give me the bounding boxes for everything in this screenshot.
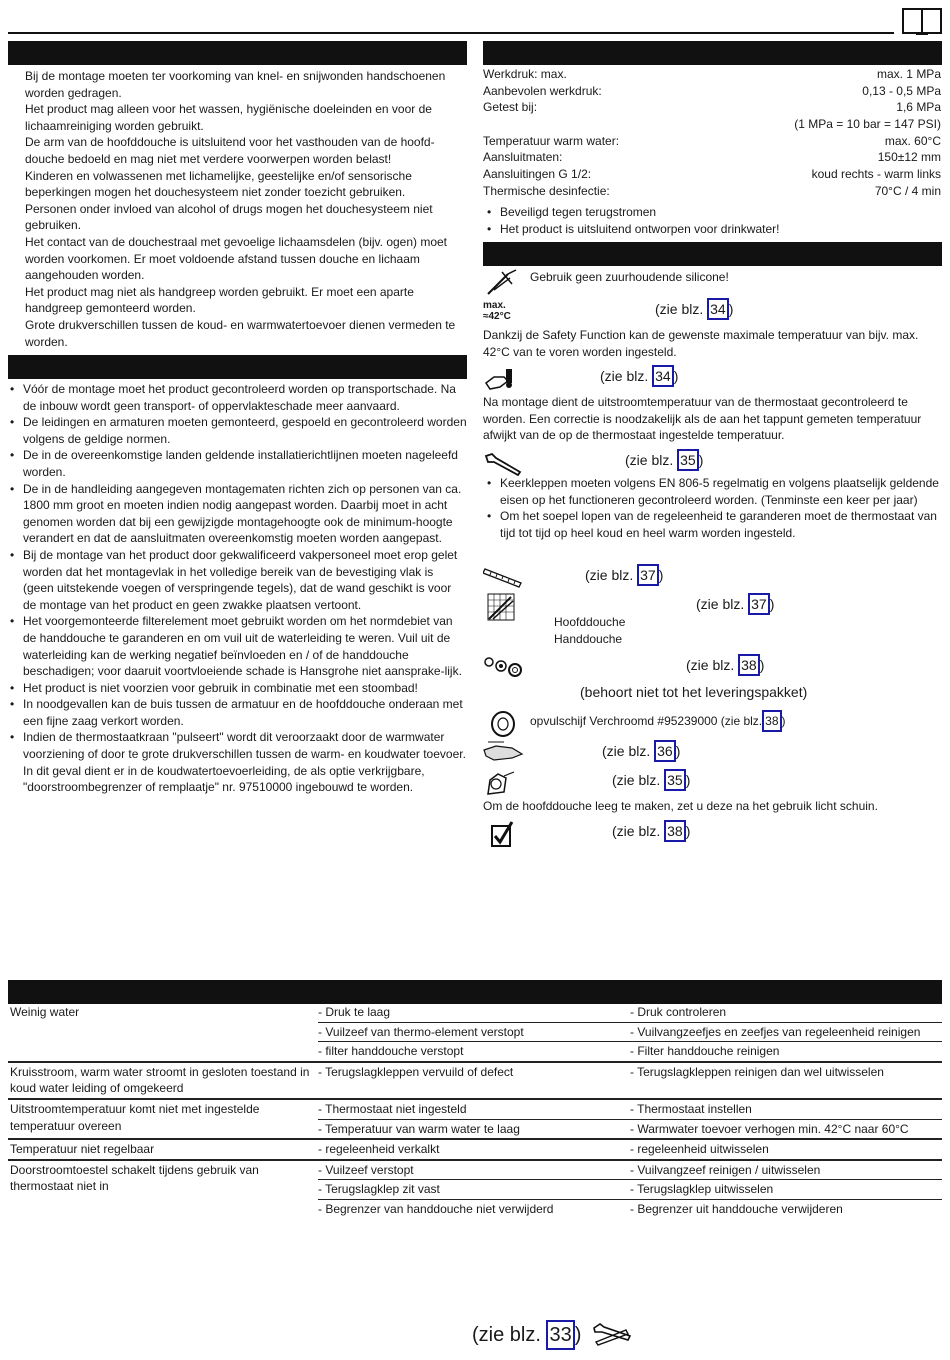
spec-value: 70°C / 4 min xyxy=(874,184,941,198)
cause-cell: - Vuilzeef verstopt xyxy=(318,1160,630,1180)
service-list xyxy=(485,475,942,541)
spec-bullets xyxy=(485,204,942,237)
list-item: • De in de overeenkomstige landen geldende installatierichtlijnen moeten nageleefd worden. xyxy=(8,447,467,480)
safety-paragraph: Bij de montage moeten ter voorkoming van knel- en snijwonden handschoenen worden gedragen. xyxy=(25,69,446,100)
spec-row xyxy=(483,66,941,83)
spec-key: Aansluitmaten: xyxy=(483,150,563,164)
close-paren: ) xyxy=(728,301,734,317)
spec-value: koud rechts - warm links xyxy=(811,167,941,181)
problem-cell: Kruisstroom, warm water stroomt in gesloten toestand in koud water leiding of omgekeerd xyxy=(8,1062,318,1099)
cleaning-hand-icon xyxy=(482,740,524,766)
see-page-ref xyxy=(602,740,680,762)
spec-row xyxy=(483,99,941,116)
spare-parts-icon xyxy=(483,654,523,680)
list-item: • In noodgevallen kan de buis tussen de armatuur en de hoofddouche onderaan met een fijne zaag verkort worden. xyxy=(8,696,467,729)
page-link[interactable]: 37 xyxy=(637,564,659,586)
spec-key: Werkdruk: max. xyxy=(483,67,567,81)
checkmark-box-icon xyxy=(490,820,514,848)
close-paren: ) xyxy=(685,823,691,839)
safety-text xyxy=(25,68,465,350)
close-paren: ) xyxy=(574,1324,582,1346)
zie-blz-text: (zie blz. xyxy=(612,823,661,839)
spec-key: Aansluitingen G 1/2: xyxy=(483,167,592,181)
page-link[interactable]: 38 xyxy=(664,820,686,842)
empty-shower-text: Om de hoofddouche leeg te maken, zet u deze na het gebruik licht schuin. xyxy=(483,799,878,813)
safety-paragraph: De arm van de hoofddouche is uitsluitend voor het vasthouden van de hoofd-douche bedoeld en mag niet met verdere voorwerpen worden belast! xyxy=(25,135,435,166)
zie-blz-text: (zie blz. xyxy=(602,743,651,759)
page-link[interactable]: 37 xyxy=(748,593,770,615)
spec-value: max. 1 MPa xyxy=(876,67,941,81)
spec-value: 150±12 mm xyxy=(877,150,941,164)
zie-blz-text: (zie blz. xyxy=(472,1324,541,1346)
remedy-cell: - Terugslagkleppen reinigen dan wel uitwisselen xyxy=(630,1062,942,1099)
page-link[interactable]: 38 xyxy=(762,710,781,732)
max-label: max. xyxy=(483,300,506,311)
max-temp-icon xyxy=(483,300,511,322)
see-page-ref xyxy=(686,654,764,676)
section-bar-install xyxy=(8,355,467,379)
top-rule xyxy=(8,32,894,34)
ring-icon xyxy=(490,710,516,738)
remedy-cell: - Filter handdouche reinigen xyxy=(630,1044,780,1059)
footer-page-ref xyxy=(472,1320,581,1350)
list-item: • Om het soepel lopen van de regeleenheid te garanderen moet de thermostaat van tijd tot tijd op heel koud en heel warm worden ingesteld. xyxy=(485,508,942,541)
cause-cell: - Vuilzeef van thermo-element verstopt xyxy=(318,1022,630,1042)
list-item: • Het product is uitsluitend ontworpen voor drinkwater! xyxy=(485,221,942,238)
section-bar-specs xyxy=(483,41,942,65)
spec-value: 1,6 MPa xyxy=(896,100,941,114)
safety-paragraph: Personen onder invloed van alcohol of drugs mogen het douchesysteem niet gebruiken. xyxy=(25,201,433,233)
ring-text: opvulschijf Verchroomd #95239000 (zie blz. xyxy=(530,714,763,728)
close-paren: ) xyxy=(769,596,775,612)
troubleshooting-table xyxy=(8,1003,942,1219)
remedy-cell: - Warmwater toevoer verhogen min. 42°C naar 60°C xyxy=(630,1121,909,1136)
close-paren: ) xyxy=(685,772,691,788)
spec-key: Getest bij: xyxy=(483,100,538,114)
see-page-ref xyxy=(612,820,690,842)
remedy-cell: - Terugslagklep uitwisselen xyxy=(630,1180,942,1200)
safety-paragraph: Grote drukverschillen tussen de koud- en warmwatertoevoer dienen vermeden te worden. xyxy=(25,317,456,349)
zie-blz-text: (zie blz. xyxy=(600,368,649,384)
install-list xyxy=(8,381,467,796)
not-included-note: (behoort niet tot het leveringspakket) xyxy=(580,684,808,700)
close-paren: ) xyxy=(759,657,765,673)
zie-blz-text: (zie blz. xyxy=(686,657,735,673)
table-row xyxy=(8,1139,942,1160)
page-link[interactable]: 34 xyxy=(652,365,674,387)
table-row xyxy=(8,1062,942,1099)
hand-thermometer-icon xyxy=(484,365,518,393)
page-link[interactable]: 33 xyxy=(546,1320,574,1350)
book-icon xyxy=(902,8,942,36)
page-link[interactable]: 35 xyxy=(664,769,686,791)
table-row xyxy=(8,1099,942,1119)
hand-tilt-icon xyxy=(484,770,520,798)
spec-key: Temperatuur warm water: xyxy=(483,134,620,148)
close-paren: ) xyxy=(698,452,704,468)
close-paren: ) xyxy=(675,743,681,759)
silicone-gun-icon xyxy=(484,268,520,296)
list-item: • Het product is niet voorzien voor gebruik in combinatie met een stoombad! xyxy=(8,680,467,697)
list-item: • Vóór de montage moet het product gecontroleerd worden op transportschade. Na de inbouw wordt geen transport- of oppervlakteschade meer aanvaard. xyxy=(8,381,467,414)
remedy-cell: - Vuilvangzeefjes en zeefjes van regeleenheid reinigen xyxy=(630,1022,942,1042)
cause-cell: - Thermostaat niet ingesteld xyxy=(318,1099,630,1119)
ruler-icon xyxy=(483,565,523,589)
spec-key: Thermische desinfectie: xyxy=(483,184,610,198)
zie-blz-text: (zie blz. xyxy=(625,452,674,468)
section-bar-symbols xyxy=(483,242,942,266)
problem-cell: Uitstroomtemperatuur komt niet met ingestelde temperatuur overeen xyxy=(8,1099,318,1139)
section-bar-troubleshooting xyxy=(8,980,942,1004)
see-page-ref xyxy=(600,365,678,387)
table-row xyxy=(8,1160,942,1180)
safety-paragraph: Het contact van de douchestraal met gevoelige lichaamsdelen (bijv. ogen) moet worden voorkomen. Er moet voldoende afstand tussen douche en lichaam aangehouden worden. xyxy=(25,234,448,283)
zie-blz-text: (zie blz. xyxy=(655,301,704,317)
flow-item: Handdouche xyxy=(554,632,623,646)
remedy-cell: - regeleenheid uitwisselen xyxy=(630,1139,942,1160)
cause-cell: - Druk te laag xyxy=(318,1003,630,1022)
see-page-ref xyxy=(655,298,733,320)
list-item: • Indien de thermostaatkraan "pulseert" wordt dit veroorzaakt door de warmwater voorziening of door te grote drukverschillen tussen de warm- en koudwater toevoer. In dit geval dient er in de koudwatertoevoerleiding, de als optie verkrijgbare, "doorstroombegrenzer of remplaatje" nr. 97510000 ingebouwd te worden. xyxy=(8,729,467,795)
temp-label: ≈42°C xyxy=(483,311,511,322)
remedy-cell: - Vuilvangzeef reinigen / uitwisselen xyxy=(630,1160,942,1180)
spec-row xyxy=(483,83,941,100)
safety-paragraph: Het product mag alleen voor het wassen, hygiënische doeleinden en voor de lichaamreiniging worden gebruikt. xyxy=(25,102,432,133)
list-item: • De in de handleiding aangegeven montagematen richten zich op personen van ca. 1800 mm groot en moeten indien nodig aangepast worden. Daarbij moet in acht genomen worden dat bij een gewijzigde montagehoogte ook de minimum-hoogte verandert en dat de aansluitmaten overeenkomstig moeten worden aangepast. xyxy=(8,481,467,547)
table-row xyxy=(8,1003,942,1022)
close-paren: ) xyxy=(658,567,664,583)
problem-cell: Doorstroomtoestel schakelt tijdens gebruik van thermostaat niet in xyxy=(8,1160,318,1219)
see-page-ref xyxy=(585,564,663,586)
cause-cell: - Terugslagklep zit vast xyxy=(318,1180,630,1200)
see-page-ref xyxy=(625,449,703,471)
page-link[interactable]: 38 xyxy=(738,654,760,676)
list-item: • De leidingen en armaturen moeten gemonteerd, gespoeld en gecontroleerd worden volgens de geldige normen. xyxy=(8,414,467,447)
page-link[interactable]: 35 xyxy=(677,449,699,471)
thermostat-text: Na montage dient de uitstroomtemperatuur van de thermostaat gecontroleerd te worden. Een correctie is noodzakelijk als de aan het tappunt gemeten temperatuur afwijkt van de op de thermostaat ingestelde temperatuur. xyxy=(483,395,922,443)
close-paren: ) xyxy=(781,714,786,728)
remedy-cell: - Druk controleren xyxy=(630,1003,942,1022)
cause-cell: - Temperatuur van warm water te laag xyxy=(318,1121,520,1136)
cause-cell: - Begrenzer van handdouche niet verwijderd xyxy=(318,1201,554,1216)
zie-blz-text: (zie blz. xyxy=(612,772,661,788)
remedy-cell: - Thermostaat instellen xyxy=(630,1099,942,1119)
safety-paragraph: Het product mag niet als handgreep worden gebruikt. Er moet een aparte handgreep gemonteerd worden. xyxy=(25,284,414,316)
spec-row xyxy=(483,166,941,183)
see-page-ref xyxy=(612,769,690,791)
list-item: • Keerkleppen moeten volgens EN 806-5 regelmatig en volgens plaatselijk geldende eisen op het functioneren gecontroleerd worden. (Tenminste een keer per jaar) xyxy=(485,475,942,508)
problem-cell: Temperatuur niet regelbaar xyxy=(8,1139,318,1160)
safety-function-text: Dankzij de Safety Function kan de gewenste maximale temperatuur van bijv. max. 42°C van te voren worden ingesteld. xyxy=(483,328,919,359)
spec-value: 0,13 - 0,5 MPa xyxy=(862,84,941,98)
close-paren: ) xyxy=(673,368,679,384)
list-item: • Bij de montage van het product door gekwalificeerd vakpersoneel moet erop gelet worden dat het montagevlak in het volledige bereik van de bevestiging vlak is (geen uitstekende voegen of verspringende tegels), dat de wand geschikt is voor de montage van het product en geen zwakke plaatsen vertoont. xyxy=(8,547,467,613)
spec-row xyxy=(483,133,941,150)
wrench-icon xyxy=(484,452,522,476)
silicone-note: Gebruik geen zuurhoudende silicone! xyxy=(530,270,729,284)
cause-cell: - filter handdouche verstopt xyxy=(318,1044,464,1059)
spec-value: max. 60°C xyxy=(884,134,941,148)
cause-cell: - regeleenheid verkalkt xyxy=(318,1139,630,1160)
spec-value: (1 MPa = 10 bar = 147 PSI) xyxy=(794,117,941,131)
spec-row xyxy=(483,149,941,166)
spec-row xyxy=(483,116,941,133)
zie-blz-text: (zie blz. xyxy=(585,567,634,583)
list-item: • Het voorgemonteerde filterelement moet gebruikt worden om het normdebiet van de handdouche te garanderen en om vuil uit de waterleiding te weren. Vuil uit de waterleiding kan de werking negatief beïnvloeden en / of de handdouche beschadigen; voor daaruit voortvloeiende schade is Hansgrohe niet aansprake-lijk. xyxy=(8,613,467,679)
see-page-ref xyxy=(696,593,774,615)
flow-diagram-icon xyxy=(487,593,515,621)
cause-cell: - Terugslagkleppen vervuild of defect xyxy=(318,1062,630,1099)
zie-blz-text: (zie blz. xyxy=(696,596,745,612)
list-item: • Beveiligd tegen terugstromen xyxy=(485,204,942,221)
safety-paragraph: Kinderen en volwassenen met lichamelijke, geestelijke en/of sensorische beperkingen mogen het douchesysteem niet zonder toezicht gebruiken. xyxy=(25,168,412,200)
page-link[interactable]: 34 xyxy=(707,298,729,320)
section-bar-safety xyxy=(8,41,467,65)
spec-key: Aanbevolen werkdruk: xyxy=(483,84,602,98)
spec-row xyxy=(483,183,941,200)
problem-cell: Weinig water xyxy=(10,1005,80,1019)
remedy-cell: - Begrenzer uit handdouche verwijderen xyxy=(630,1201,843,1216)
tools-icon xyxy=(592,1322,632,1346)
ring-note xyxy=(530,710,786,732)
flow-item: Hoofddouche xyxy=(554,615,626,629)
page-link[interactable]: 36 xyxy=(654,740,676,762)
